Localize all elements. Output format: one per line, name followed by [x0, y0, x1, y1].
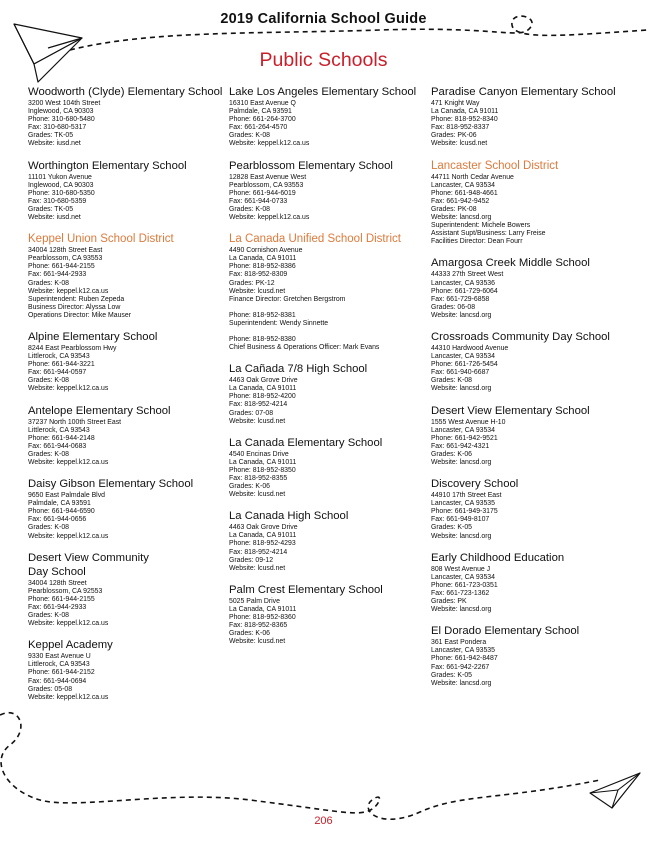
- entry-detail-line: Fax: 818-952-4214: [229, 401, 288, 409]
- entry-detail-line: Lancaster, CA 93534: [431, 426, 495, 434]
- entry-detail-line: Grades: TK-05: [28, 132, 74, 140]
- school-name: Early Childhood Education: [431, 551, 565, 564]
- entry-detail-line: 44310 Hardwood Avenue: [431, 344, 509, 352]
- entry-detail-line: Grades: K-08: [229, 205, 270, 213]
- school-entry: [229, 584, 434, 647]
- entry-detail-line: Website: iusd.net: [28, 214, 81, 222]
- entry-detail-line: Website: keppel.k12.ca.us: [28, 459, 109, 466]
- school-name-continued: Day School: [28, 565, 86, 578]
- school-name: Desert View Community: [28, 551, 149, 564]
- entry-detail-line: 16310 East Avenue Q: [229, 100, 296, 107]
- entry-detail-line: Website: lancsd.org: [431, 459, 492, 466]
- entry-detail-line: Grades: 05-08: [28, 685, 73, 693]
- school-entry: [431, 478, 636, 541]
- entry-detail-line: Website: keppel.k12.ca.us: [28, 620, 109, 628]
- district-entry: [28, 233, 233, 320]
- entry-detail-line: Finance Director: Gretchen Bergstrom: [229, 295, 346, 303]
- entry-detail-line: Littlerock, CA 93543: [28, 661, 90, 669]
- entry-detail-line: Superintendent: Wendy Sinnette: [229, 319, 329, 327]
- directory-column-3: [431, 86, 636, 699]
- entry-detail-line: 4490 Cornishon Avenue: [229, 247, 303, 255]
- entry-detail-line: Phone: 661-944-6019: [229, 189, 296, 197]
- entry-detail-line: Website: lcusd.net: [431, 140, 488, 148]
- entry-detail-line: Grades: K-08: [28, 450, 69, 458]
- entry-detail-line: Fax: 818-952-8365: [229, 622, 288, 630]
- entry-detail-line: Phone: 661-944-2155: [28, 595, 95, 603]
- entry-detail-line: Pearblossom, CA 92553: [28, 587, 103, 595]
- entry-detail-line: 11101 Yukon Avenue: [28, 173, 92, 181]
- entry-detail-line: Grades: K-08: [28, 524, 69, 532]
- entry-detail-line: 34004 128th Street East: [28, 247, 103, 255]
- entry-detail-line: Grades: K-06: [431, 450, 472, 458]
- entry-detail-line: 4463 Oak Grove Drive: [229, 377, 298, 385]
- entry-detail-line: Phone: 818-952-4293: [229, 540, 296, 548]
- school-name: Amargosa Creek Middle School: [431, 257, 590, 270]
- entry-detail-line: 12828 East Avenue West: [229, 173, 307, 181]
- school-entry: [431, 552, 636, 615]
- school-entry: [431, 625, 636, 688]
- entry-detail-line: Fax: 661-942-4321: [431, 442, 490, 450]
- entry-detail-line: La Canada, CA 91011: [229, 385, 297, 393]
- entry-detail-line: Fax: 661-944-2933: [28, 271, 87, 279]
- entry-detail-line: Pearblossom, CA 93553: [229, 181, 304, 189]
- entry-detail-line: Fax: 661-944-0656: [28, 516, 87, 524]
- district-name: Lancaster School District: [431, 159, 559, 172]
- entry-detail-line: Grades: K-05: [431, 671, 472, 679]
- school-entry: [431, 86, 636, 149]
- entry-detail-line: 3200 West 104th Street: [28, 100, 101, 107]
- school-entry: [28, 639, 233, 702]
- entry-detail-line: 37237 North 100th Street East: [28, 418, 122, 426]
- page-number: 206: [314, 815, 333, 827]
- spacer: [229, 304, 434, 312]
- entry-detail-line: Grades: PK-08: [431, 205, 477, 213]
- entry-detail-line: Assistant Supt/Business: Larry Freise: [431, 230, 546, 238]
- entry-detail-line: Grades: K-05: [431, 524, 472, 532]
- entry-detail-line: Website: lancsd.org: [431, 679, 492, 687]
- entry-detail-line: Website: lancsd.org: [431, 214, 492, 222]
- entry-detail-line: Superintendent: Michele Bowers: [431, 222, 531, 230]
- entry-detail-line: Website: lcusd.net: [229, 638, 286, 646]
- entry-detail-line: Grades: 09-12: [229, 556, 274, 564]
- school-name: Pearblossom Elementary School: [229, 159, 393, 172]
- district-entry: [229, 233, 434, 352]
- entry-detail-line: Facilities Director: Dean Fourr: [431, 238, 523, 246]
- entry-detail-line: Fax: 661-944-2933: [28, 603, 87, 611]
- entry-detail-line: Website: lcusd.net: [229, 287, 286, 295]
- entry-detail-line: 44910 17th Street East: [431, 492, 502, 500]
- school-name: Daisy Gibson Elementary School: [28, 478, 194, 491]
- entry-detail-line: Phone: 661-948-4661: [431, 189, 498, 197]
- school-entry: [28, 160, 233, 223]
- entry-detail-line: Phone: 661-942-8487: [431, 655, 498, 663]
- entry-detail-line: 44711 North Cedar Avenue: [431, 173, 514, 181]
- entry-detail-line: Website: lcusd.net: [229, 417, 286, 425]
- entry-detail-line: Grades: K-06: [229, 630, 270, 638]
- entry-detail-line: Phone: 818-952-8386: [229, 263, 296, 271]
- school-entry: [229, 160, 434, 223]
- entry-detail-line: Phone: 310-680-5480: [28, 116, 95, 124]
- school-name: El Dorado Elementary School: [431, 625, 580, 638]
- entry-detail-line: Grades: K-08: [28, 377, 69, 385]
- school-name: Paradise Canyon Elementary School: [431, 86, 616, 98]
- school-entry: [229, 437, 434, 500]
- entry-detail-line: La Canada, CA 91011: [431, 108, 499, 116]
- school-name: La Canada High School: [229, 510, 349, 523]
- school-name: La Cañada 7/8 High School: [229, 363, 368, 376]
- entry-detail-line: 471 Knight Way: [431, 100, 480, 107]
- school-entry: [431, 331, 636, 394]
- entry-detail-line: Pearblossom, CA 93553: [28, 255, 103, 263]
- entry-detail-line: Fax: 818-952-8309: [229, 271, 288, 279]
- paper-plane-bottom-right-icon: [590, 773, 640, 808]
- page-header-title: 2019 California School Guide: [220, 11, 427, 27]
- entry-detail-line: Website: keppel.k12.ca.us: [229, 140, 310, 148]
- school-name: Antelope Elementary School: [28, 404, 171, 417]
- entry-detail-line: Grades: 07-08: [229, 409, 274, 417]
- school-name: Crossroads Community Day School: [431, 330, 610, 343]
- entry-detail-line: Fax: 661-944-0733: [229, 197, 288, 205]
- entry-detail-line: Phone: 661-944-2148: [28, 434, 95, 442]
- school-entry: [431, 257, 636, 320]
- entry-detail-line: Website: keppel.k12.ca.us: [28, 532, 109, 540]
- entry-detail-line: Palmdale, CA 93591: [28, 500, 91, 508]
- spacer: [229, 328, 434, 336]
- entry-detail-line: Phone: 661-944-2155: [28, 263, 95, 271]
- entry-detail-line: Grades: PK-06: [431, 132, 477, 140]
- school-name: Keppel Academy: [28, 639, 113, 652]
- school-name: Desert View Elementary School: [431, 404, 590, 417]
- entry-detail-line: Phone: 661-729-6064: [431, 287, 498, 295]
- school-name: Lake Los Angeles Elementary School: [229, 86, 417, 98]
- entry-detail-line: Fax: 661-723-1362: [431, 589, 490, 597]
- entry-detail-line: 361 East Pondera: [431, 639, 487, 647]
- entry-detail-line: Fax: 661-729-6858: [431, 295, 490, 303]
- entry-detail-line: Phone: 818-952-8340: [431, 116, 498, 124]
- entry-detail-line: La Canada, CA 91011: [229, 532, 297, 540]
- entry-detail-line: Phone: 818-952-4200: [229, 393, 296, 401]
- entry-detail-line: Fax: 661-949-8107: [431, 516, 490, 524]
- entry-detail-line: Fax: 661-264-4570: [229, 124, 288, 132]
- entry-detail-line: 34004 128th Street: [28, 579, 87, 587]
- entry-detail-line: Website: lancsd.org: [431, 606, 492, 614]
- entry-detail-line: Website: lancsd.org: [431, 385, 492, 393]
- entry-detail-line: Website: iusd.net: [28, 140, 81, 148]
- entry-detail-line: Phone: 818-952-8380: [229, 335, 296, 343]
- entry-detail-line: Lancaster, CA 93534: [431, 181, 495, 189]
- entry-detail-line: Grades: K-08: [229, 132, 270, 140]
- school-entry: [229, 510, 434, 573]
- entry-detail-line: Operations Director: Mike Mauser: [28, 311, 132, 319]
- entry-detail-line: Website: lancsd.org: [431, 311, 492, 319]
- school-entry: [28, 478, 233, 541]
- entry-detail-line: Fax: 310-680-5359: [28, 197, 87, 205]
- entry-detail-line: Grades: K-08: [431, 377, 472, 385]
- entry-detail-line: Grades: K-06: [229, 483, 270, 491]
- entry-detail-line: Phone: 818-952-8381: [229, 311, 296, 319]
- entry-detail-line: Phone: 661-944-2152: [28, 669, 95, 677]
- entry-detail-line: Fax: 818-952-4214: [229, 548, 288, 556]
- entry-detail-line: Phone: 818-952-8360: [229, 614, 296, 622]
- entry-detail-line: Lancaster, CA 93534: [431, 573, 495, 581]
- entry-detail-line: Phone: 818-952-8350: [229, 466, 296, 474]
- entry-detail-line: Grades: PK: [431, 598, 467, 606]
- entry-detail-line: Grades: K-08: [28, 612, 69, 620]
- entry-detail-line: Website: lancsd.org: [431, 532, 492, 540]
- school-entry: [229, 86, 434, 149]
- school-entry: [28, 86, 233, 149]
- entry-detail-line: Website: keppel.k12.ca.us: [28, 385, 109, 393]
- entry-detail-line: 8244 East Pearblossom Hwy: [28, 344, 117, 352]
- entry-detail-line: Business Director: Alyssa Low: [28, 303, 121, 311]
- entry-detail-line: Grades: 06-08: [431, 303, 476, 311]
- district-name: Keppel Union School District: [28, 233, 174, 246]
- entry-detail-line: Website: keppel.k12.ca.us: [28, 287, 109, 295]
- entry-detail-line: La Canada, CA 91011: [229, 458, 297, 466]
- directory-column-1: [28, 86, 233, 713]
- entry-detail-line: Inglewood, CA 90303: [28, 181, 94, 189]
- entry-detail-line: Phone: 661-949-3175: [431, 508, 498, 516]
- school-name: Alpine Elementary School: [28, 330, 158, 343]
- entry-detail-line: Phone: 661-726-5454: [431, 361, 498, 369]
- entry-detail-line: Website: keppel.k12.ca.us: [28, 693, 109, 701]
- entry-detail-line: 4463 Oak Grove Drive: [229, 524, 298, 532]
- entry-detail-line: Fax: 310-680-5317: [28, 124, 87, 132]
- entry-detail-line: Fax: 661-940-6687: [431, 369, 490, 377]
- entry-detail-line: Inglewood, CA 90303: [28, 108, 94, 116]
- entry-detail-line: Chief Business & Operations Officer: Mark Evans: [229, 344, 380, 352]
- entry-detail-line: Lancaster, CA 93536: [431, 279, 495, 287]
- entry-detail-line: 5025 Palm Drive: [229, 597, 280, 605]
- entry-detail-line: Lancaster, CA 93535: [431, 500, 495, 508]
- school-name: Palm Crest Elementary School: [229, 583, 383, 596]
- school-name: La Canada Elementary School: [229, 436, 383, 449]
- entry-detail-line: Fax: 661-944-0683: [28, 442, 87, 450]
- entry-detail-line: Website: lcusd.net: [229, 491, 286, 499]
- school-entry: [431, 405, 636, 468]
- entry-detail-line: Fax: 661-944-0694: [28, 677, 87, 685]
- entry-detail-line: Superintendent: Ruben Zepeda: [28, 295, 125, 303]
- entry-detail-line: Grades: K-08: [28, 279, 69, 287]
- school-entry: [28, 405, 233, 468]
- entry-detail-line: Fax: 661-942-9452: [431, 197, 490, 205]
- school-entry: [28, 331, 233, 394]
- school-entry: [28, 552, 233, 629]
- school-entry: [229, 363, 434, 426]
- entry-detail-line: La Canada, CA 91011: [229, 255, 297, 263]
- entry-detail-line: Phone: 310-680-5350: [28, 189, 95, 197]
- entry-detail-line: Fax: 818-952-8355: [229, 475, 288, 482]
- entry-detail-line: Fax: 661-944-0597: [28, 369, 87, 377]
- entry-detail-line: Website: keppel.k12.ca.us: [229, 214, 310, 222]
- entry-detail-line: Fax: 818-952-8337: [431, 124, 490, 132]
- entry-detail-line: Lancaster, CA 93534: [431, 353, 495, 361]
- entry-detail-line: 1555 West Avenue H-10: [431, 418, 506, 426]
- entry-detail-line: La Canada, CA 91011: [229, 605, 297, 613]
- district-name: La Canada Unified School District: [229, 233, 401, 246]
- entry-detail-line: Phone: 661-944-6590: [28, 508, 95, 516]
- entry-detail-line: Grades: PK-12: [229, 279, 275, 287]
- entry-detail-line: Lancaster, CA 93535: [431, 647, 495, 655]
- entry-detail-line: Palmdale, CA 93591: [229, 108, 292, 116]
- entry-detail-line: Phone: 661-264-3700: [229, 116, 296, 124]
- section-title: Public Schools: [259, 49, 388, 71]
- entry-detail-line: Phone: 661-942-9521: [431, 434, 498, 442]
- entry-detail-line: 9330 East Avenue U: [28, 653, 91, 661]
- directory-column-2: [229, 86, 434, 657]
- district-entry: [431, 160, 636, 247]
- entry-detail-line: Littlerock, CA 93543: [28, 426, 90, 434]
- entry-detail-line: 9650 East Palmdale Blvd: [28, 492, 105, 500]
- entry-detail-line: Littlerock, CA 93543: [28, 353, 90, 361]
- entry-detail-line: 44333 27th Street West: [431, 271, 504, 279]
- entry-detail-line: 4540 Encinas Drive: [229, 450, 289, 458]
- entry-detail-line: Website: lcusd.net: [229, 564, 286, 572]
- school-name: Discovery School: [431, 478, 519, 491]
- entry-detail-line: 808 West Avenue J: [431, 565, 491, 573]
- entry-detail-line: Grades: TK-05: [28, 205, 74, 213]
- school-name: Worthington Elementary School: [28, 159, 187, 172]
- entry-detail-line: Fax: 661-942-2267: [431, 663, 490, 671]
- entry-detail-line: Phone: 661-723-0351: [431, 581, 498, 589]
- school-name: Woodworth (Clyde) Elementary School: [28, 86, 223, 98]
- entry-detail-line: Phone: 661-944-3221: [28, 361, 95, 369]
